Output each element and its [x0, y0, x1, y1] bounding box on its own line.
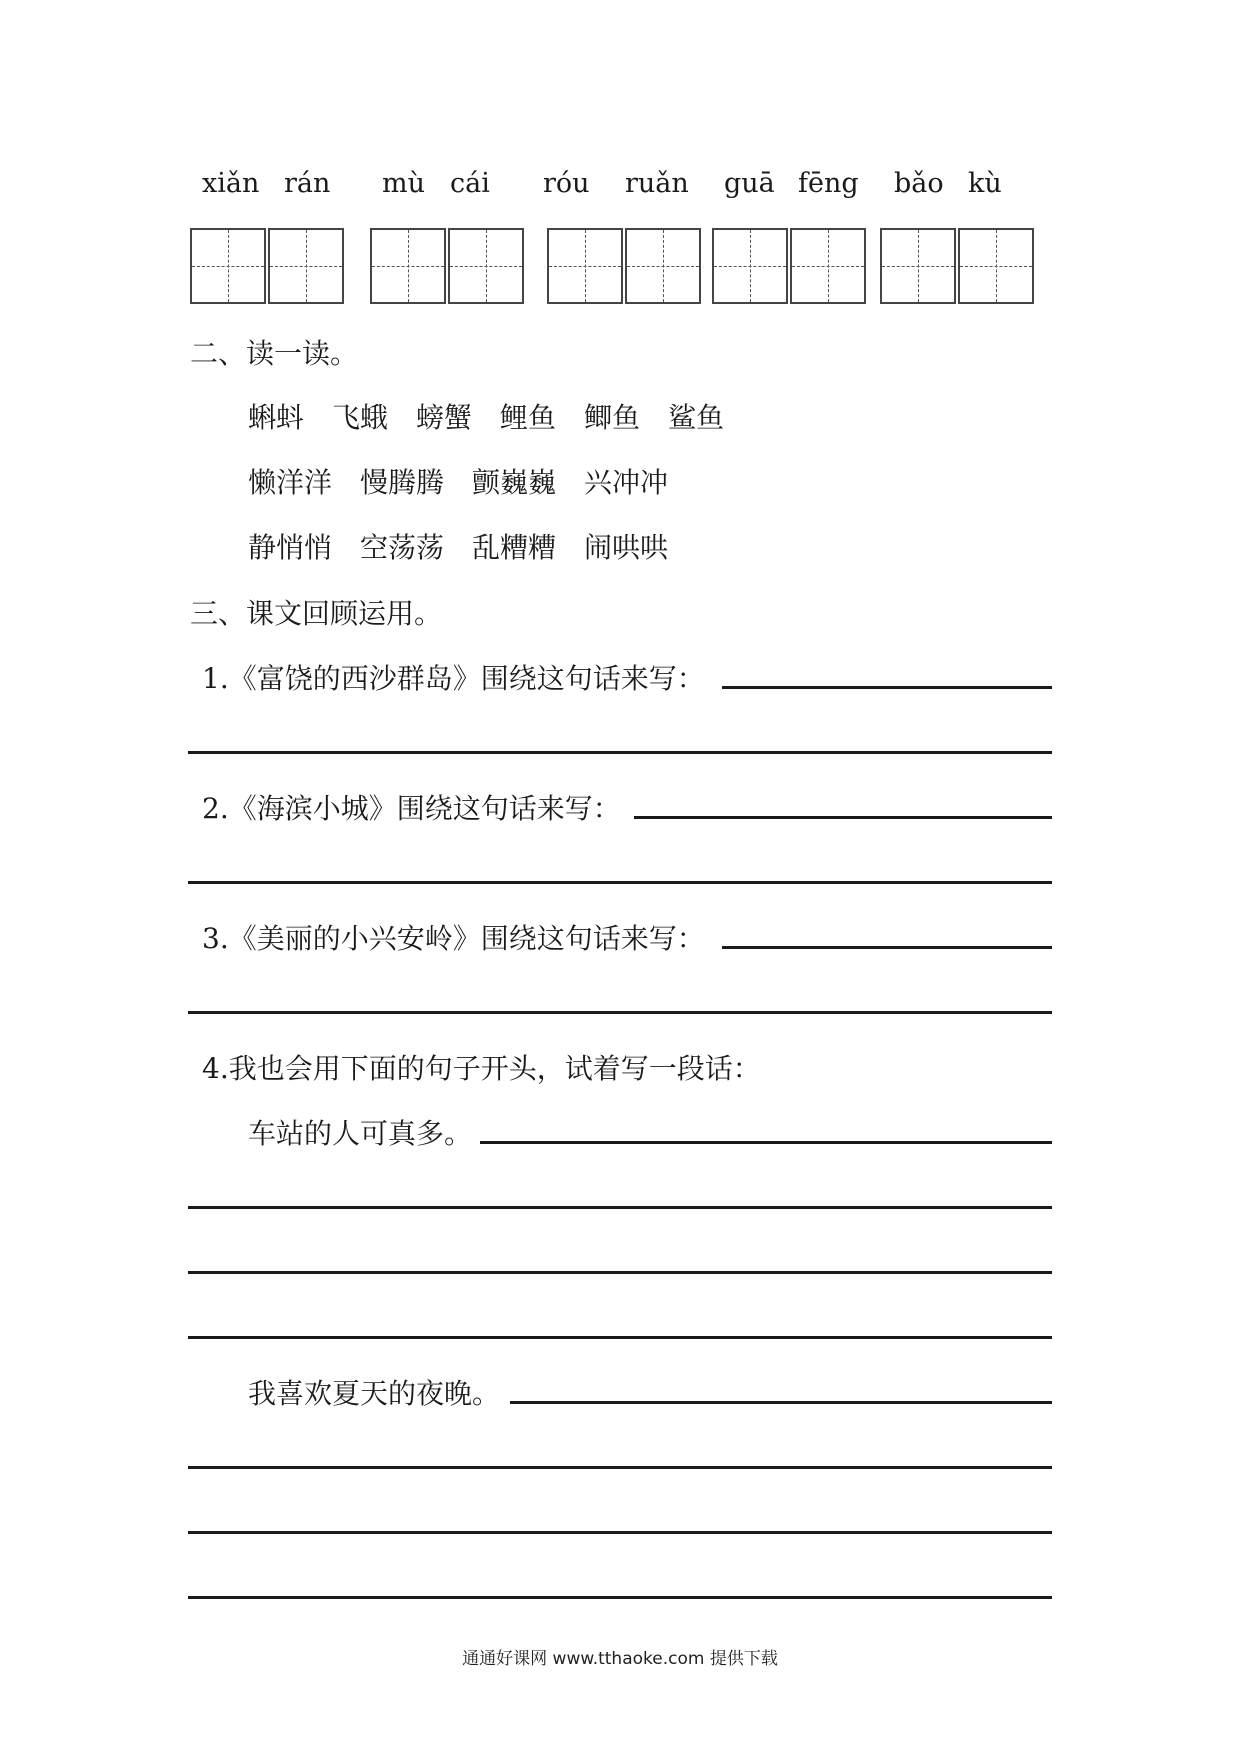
- sentence-start-2: 我喜欢夏天的夜晚。: [248, 1377, 501, 1410]
- question-2: 2.《海滨小城》围绕这句话来写：: [202, 792, 621, 825]
- word: 闹哄哄: [584, 531, 669, 564]
- question-1: 1.《富饶的西沙群岛》围绕这句话来写：: [202, 662, 705, 695]
- question-3: 3.《美丽的小兴安岭》围绕这句话来写：: [202, 922, 705, 955]
- word: 静悄悄: [248, 531, 333, 564]
- word: 蝌蚪: [248, 401, 305, 434]
- pinyin-4: cái: [450, 168, 490, 199]
- word: 慢腾腾: [360, 466, 445, 499]
- grid-pair-2: [370, 228, 524, 302]
- word: 螃蟹: [416, 401, 473, 434]
- pinyin-7: guā: [724, 168, 775, 199]
- answer-line[interactable]: [722, 946, 1052, 949]
- writing-cell[interactable]: [448, 228, 524, 304]
- answer-line[interactable]: [188, 1531, 1052, 1534]
- answer-line[interactable]: [188, 881, 1052, 884]
- word-row-3: [248, 526, 696, 566]
- pinyin-1: xiǎn: [202, 168, 260, 199]
- word: 兴冲冲: [584, 466, 669, 499]
- word-row-1: [248, 396, 752, 436]
- writing-cell[interactable]: [190, 228, 266, 304]
- answer-line[interactable]: [510, 1401, 1052, 1404]
- word-row-2: [248, 461, 696, 501]
- grid-pair-3: [547, 228, 701, 302]
- word: 乱糟糟: [472, 531, 557, 564]
- answer-line[interactable]: [188, 1596, 1052, 1599]
- word: 鲤鱼: [500, 401, 557, 434]
- writing-cell[interactable]: [790, 228, 866, 304]
- answer-line[interactable]: [722, 686, 1052, 689]
- pinyin-5: róu: [543, 168, 590, 199]
- footer-source: 通通好课网 www.tthaoke.com 提供下载: [462, 1649, 778, 1669]
- answer-line[interactable]: [188, 1271, 1052, 1274]
- word: 鲫鱼: [584, 401, 641, 434]
- pinyin-10: kù: [968, 168, 1002, 199]
- grid-pair-4: [712, 228, 866, 302]
- word: 空荡荡: [360, 531, 445, 564]
- writing-cell[interactable]: [625, 228, 701, 304]
- section2-title: 二、读一读。: [190, 337, 359, 370]
- pinyin-2: rán: [284, 168, 331, 199]
- answer-line[interactable]: [480, 1141, 1052, 1144]
- writing-grid-row: [190, 228, 1040, 304]
- answer-line[interactable]: [188, 1206, 1052, 1209]
- section3-title: 三、课文回顾运用。: [190, 597, 443, 630]
- answer-line[interactable]: [188, 1011, 1052, 1014]
- word: 飞蛾: [332, 401, 389, 434]
- writing-cell[interactable]: [547, 228, 623, 304]
- writing-cell[interactable]: [268, 228, 344, 304]
- writing-cell[interactable]: [712, 228, 788, 304]
- answer-line[interactable]: [188, 751, 1052, 754]
- writing-cell[interactable]: [370, 228, 446, 304]
- pinyin-6: ruǎn: [625, 168, 689, 199]
- answer-line[interactable]: [188, 1336, 1052, 1339]
- answer-line[interactable]: [634, 816, 1052, 819]
- writing-cell[interactable]: [880, 228, 956, 304]
- sentence-start-1: 车站的人可真多。: [248, 1117, 473, 1150]
- grid-pair-5: [880, 228, 1034, 302]
- answer-line[interactable]: [188, 1466, 1052, 1469]
- question-4: 4.我也会用下面的句子开头，试着写一段话：: [202, 1052, 761, 1085]
- writing-cell[interactable]: [958, 228, 1034, 304]
- grid-pair-1: [190, 228, 344, 302]
- word: 懒洋洋: [248, 466, 333, 499]
- pinyin-8: fēng: [798, 168, 859, 199]
- word: 颤巍巍: [472, 466, 557, 499]
- pinyin-3: mù: [382, 168, 425, 199]
- word: 鲨鱼: [668, 401, 725, 434]
- pinyin-9: bǎo: [894, 168, 944, 199]
